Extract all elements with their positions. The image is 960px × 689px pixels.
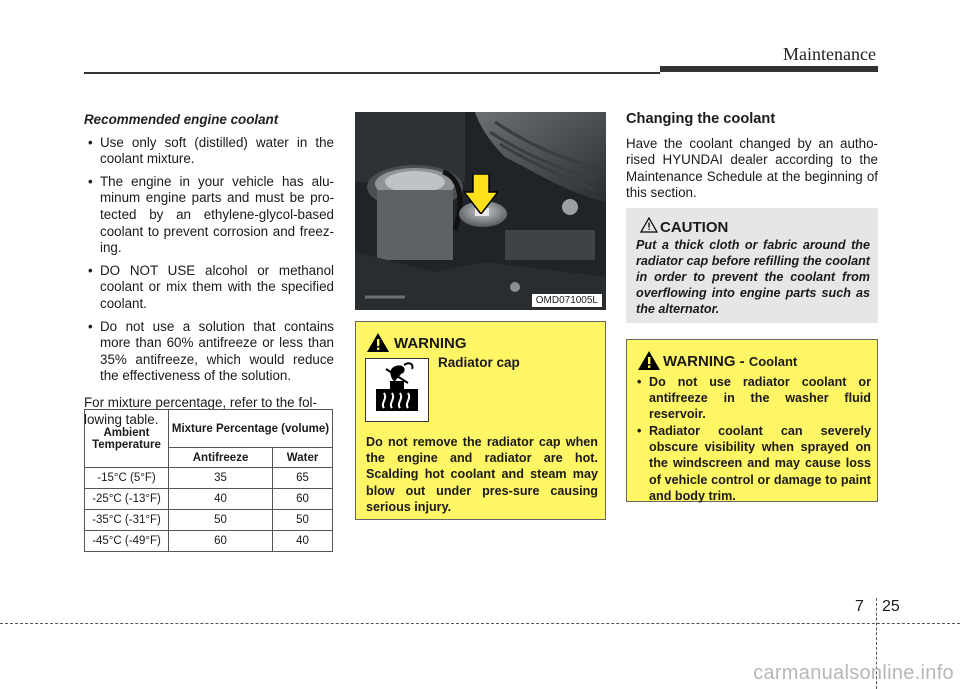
list-item: • Do not use a solution that contains more than 60% antifreeze or less than 35% antifreeze, which would reduce the effectiveness of the solution. — [84, 319, 334, 385]
coolant-warning-box — [626, 339, 878, 502]
table-row — [85, 510, 333, 531]
warning-triangle-icon — [640, 217, 658, 233]
left-column — [84, 112, 334, 428]
table-row — [85, 468, 333, 489]
table-cell: -15°C (5°F) — [85, 468, 169, 489]
table-cell: 40 — [169, 489, 273, 510]
warning-triangle-icon — [637, 350, 661, 371]
coolant-warning-label: WARNING - — [663, 353, 745, 370]
coolant-warning-list — [635, 374, 871, 505]
table-cell: 60 — [273, 489, 333, 510]
table-intro-paragraph: For mixture percentage, refer to the fol-lowing table. — [84, 394, 317, 427]
table-cell: -25°C (-13°F) — [85, 489, 169, 510]
table-cell: 40 — [273, 531, 333, 552]
chapter-number: 7 — [855, 598, 864, 615]
table-row — [85, 531, 333, 552]
header-rule — [84, 72, 660, 74]
caution-title: CAUTION — [660, 219, 729, 236]
photo-caption: OMD071005L — [532, 294, 602, 307]
table-cell: -45°C (-49°F) — [85, 531, 169, 552]
footer-rule — [0, 623, 960, 624]
table-header-temperature: Ambient Temperature — [85, 410, 169, 468]
list-item: • Do not use radiator coolant or antifreeze in the washer fluid reservoir. — [635, 374, 871, 422]
radiator-warning-box — [355, 321, 606, 520]
changing-coolant-paragraph: Have the coolant changed by an autho-rised HYUNDAI dealer according to the Maintenance Schedule at the beginning of this section. — [626, 135, 878, 201]
coolant-warning-title — [663, 353, 797, 370]
page-number: 25 — [882, 598, 900, 615]
warning-triangle-icon — [366, 332, 390, 353]
list-item: • The engine in your vehicle has alu-minum engine parts and must be pro-tected by an ethylene-glycol-based coolant to prevent corrosion and freez-ing. — [84, 174, 334, 257]
hot-radiator-icon — [365, 358, 429, 422]
table-cell: 60 — [169, 531, 273, 552]
mixture-table — [84, 409, 333, 552]
right-column — [626, 111, 878, 202]
caution-box — [626, 208, 878, 323]
sub-heading: Recommended engine coolant — [84, 112, 279, 127]
table-header-mixture: Mixture Percentage (volume) — [169, 410, 333, 448]
header-rule-accent — [660, 66, 878, 72]
coolant-warning-subject: Coolant — [748, 354, 798, 369]
warning-subtitle: Radiator cap — [438, 355, 520, 370]
engine-bay-photo — [355, 112, 606, 310]
down-arrow-icon — [464, 174, 498, 214]
table-cell: 65 — [273, 468, 333, 489]
table-subheader-antifreeze: Antifreeze — [169, 448, 273, 468]
watermark: carmanualsonline.info — [753, 662, 954, 684]
list-item: • Radiator coolant can severely obscure visibility when sprayed on the windscreen and may cause loss of vehicle control or damage to paint and body trim. — [635, 423, 871, 503]
list-item: • DO NOT USE alcohol or methanol coolant or mix them with the specified coolant. — [84, 263, 334, 313]
table-row — [85, 489, 333, 510]
list-item: • Use only soft (distilled) water in the coolant mixture. — [84, 135, 334, 168]
warning-text: Do not remove the radiator cap when the engine and radiator are hot. Scalding hot coolant and steam may blow out under pres-sure causing serious injury. — [366, 435, 598, 514]
table-cell: 50 — [169, 510, 273, 531]
coolant-bullet-list — [84, 135, 334, 385]
table-cell: 50 — [273, 510, 333, 531]
header-title: Maintenance — [783, 44, 876, 64]
warning-title: WARNING — [394, 335, 467, 352]
table-cell: -35°C (-31°F) — [85, 510, 169, 531]
table-subheader-water: Water — [273, 448, 333, 468]
caution-text: Put a thick cloth or fabric around the radiator cap before refilling the coolant in order to prevent the coolant from overflowing into engine parts such as the alternator. — [636, 238, 870, 317]
table-cell: 35 — [169, 468, 273, 489]
section-heading: Changing the coolant — [626, 111, 776, 127]
